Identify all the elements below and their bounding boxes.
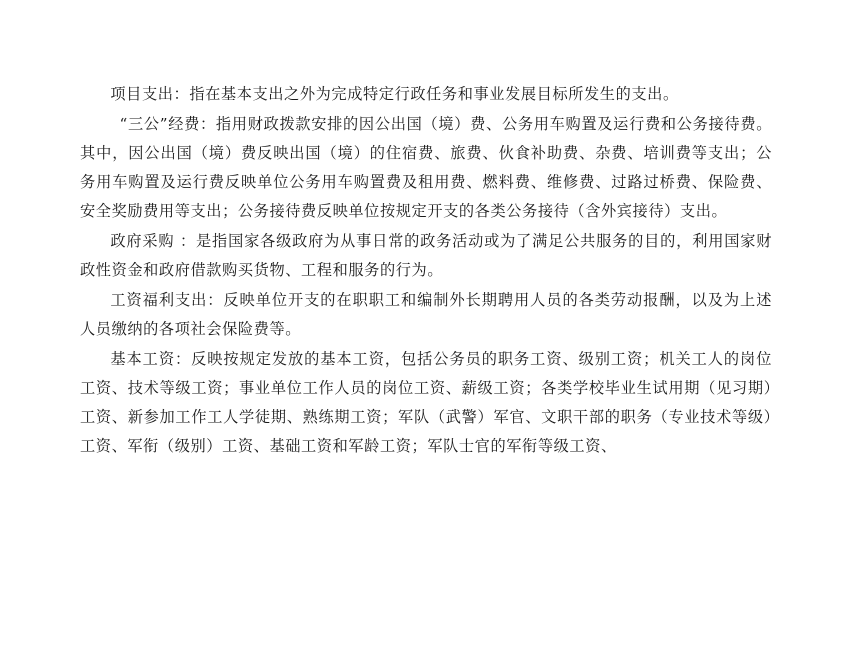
document-body bbox=[80, 80, 772, 461]
paragraph-basic-wage: 基本工资：反映按规定发放的基本工资，包括公务员的职务工资、级别工资；机关工人的岗位工资、技术等级工资；事业单位工作人员的岗位工资、薪级工资；各类学校毕业生试用期（见习期）工资、新参加工作工人学徒期、熟练期工资；军队（武警）军官、文职干部的职务（专业技术等级）工资、军衔（级别）工资、基础工资和军龄工资；军队士官的军衔等级工资、 bbox=[80, 350, 772, 455]
paragraph-government-procurement: 政府采购 ：是指国家各级政府为从事日常的政务活动或为了满足公共服务的目的，利用国家财政性资金和政府借款购买货物、工程和服务的行为。 bbox=[80, 232, 772, 279]
paragraph-three-public-expenses: “三公”经费：指用财政拨款安排的因公出国（境）费、公务用车购置及运行费和公务接待费。其中，因公出国（境）费反映出国（境）的住宿费、旅费、伙食补助费、杂费、培训费等支出；公务用车购置及运行费反映单位公务用车购置费及租用费、燃料费、维修费、过路过桥费、保险费、安全奖励费用等支出；公务接待费反映单位按规定开支的各类公务接待（含外宾接待）支出。 bbox=[80, 115, 772, 220]
paragraph-project-expenditure: 项目支出：指在基本支出之外为完成特定行政任务和事业发展目标所发生的支出。 bbox=[110, 85, 679, 103]
paragraph-wage-welfare-expenditure: 工资福利支出：反映单位开支的在职职工和编制外长期聘用人员的各类劳动报酬，以及为上述人员缴纳的各项社会保险费等。 bbox=[80, 291, 772, 338]
